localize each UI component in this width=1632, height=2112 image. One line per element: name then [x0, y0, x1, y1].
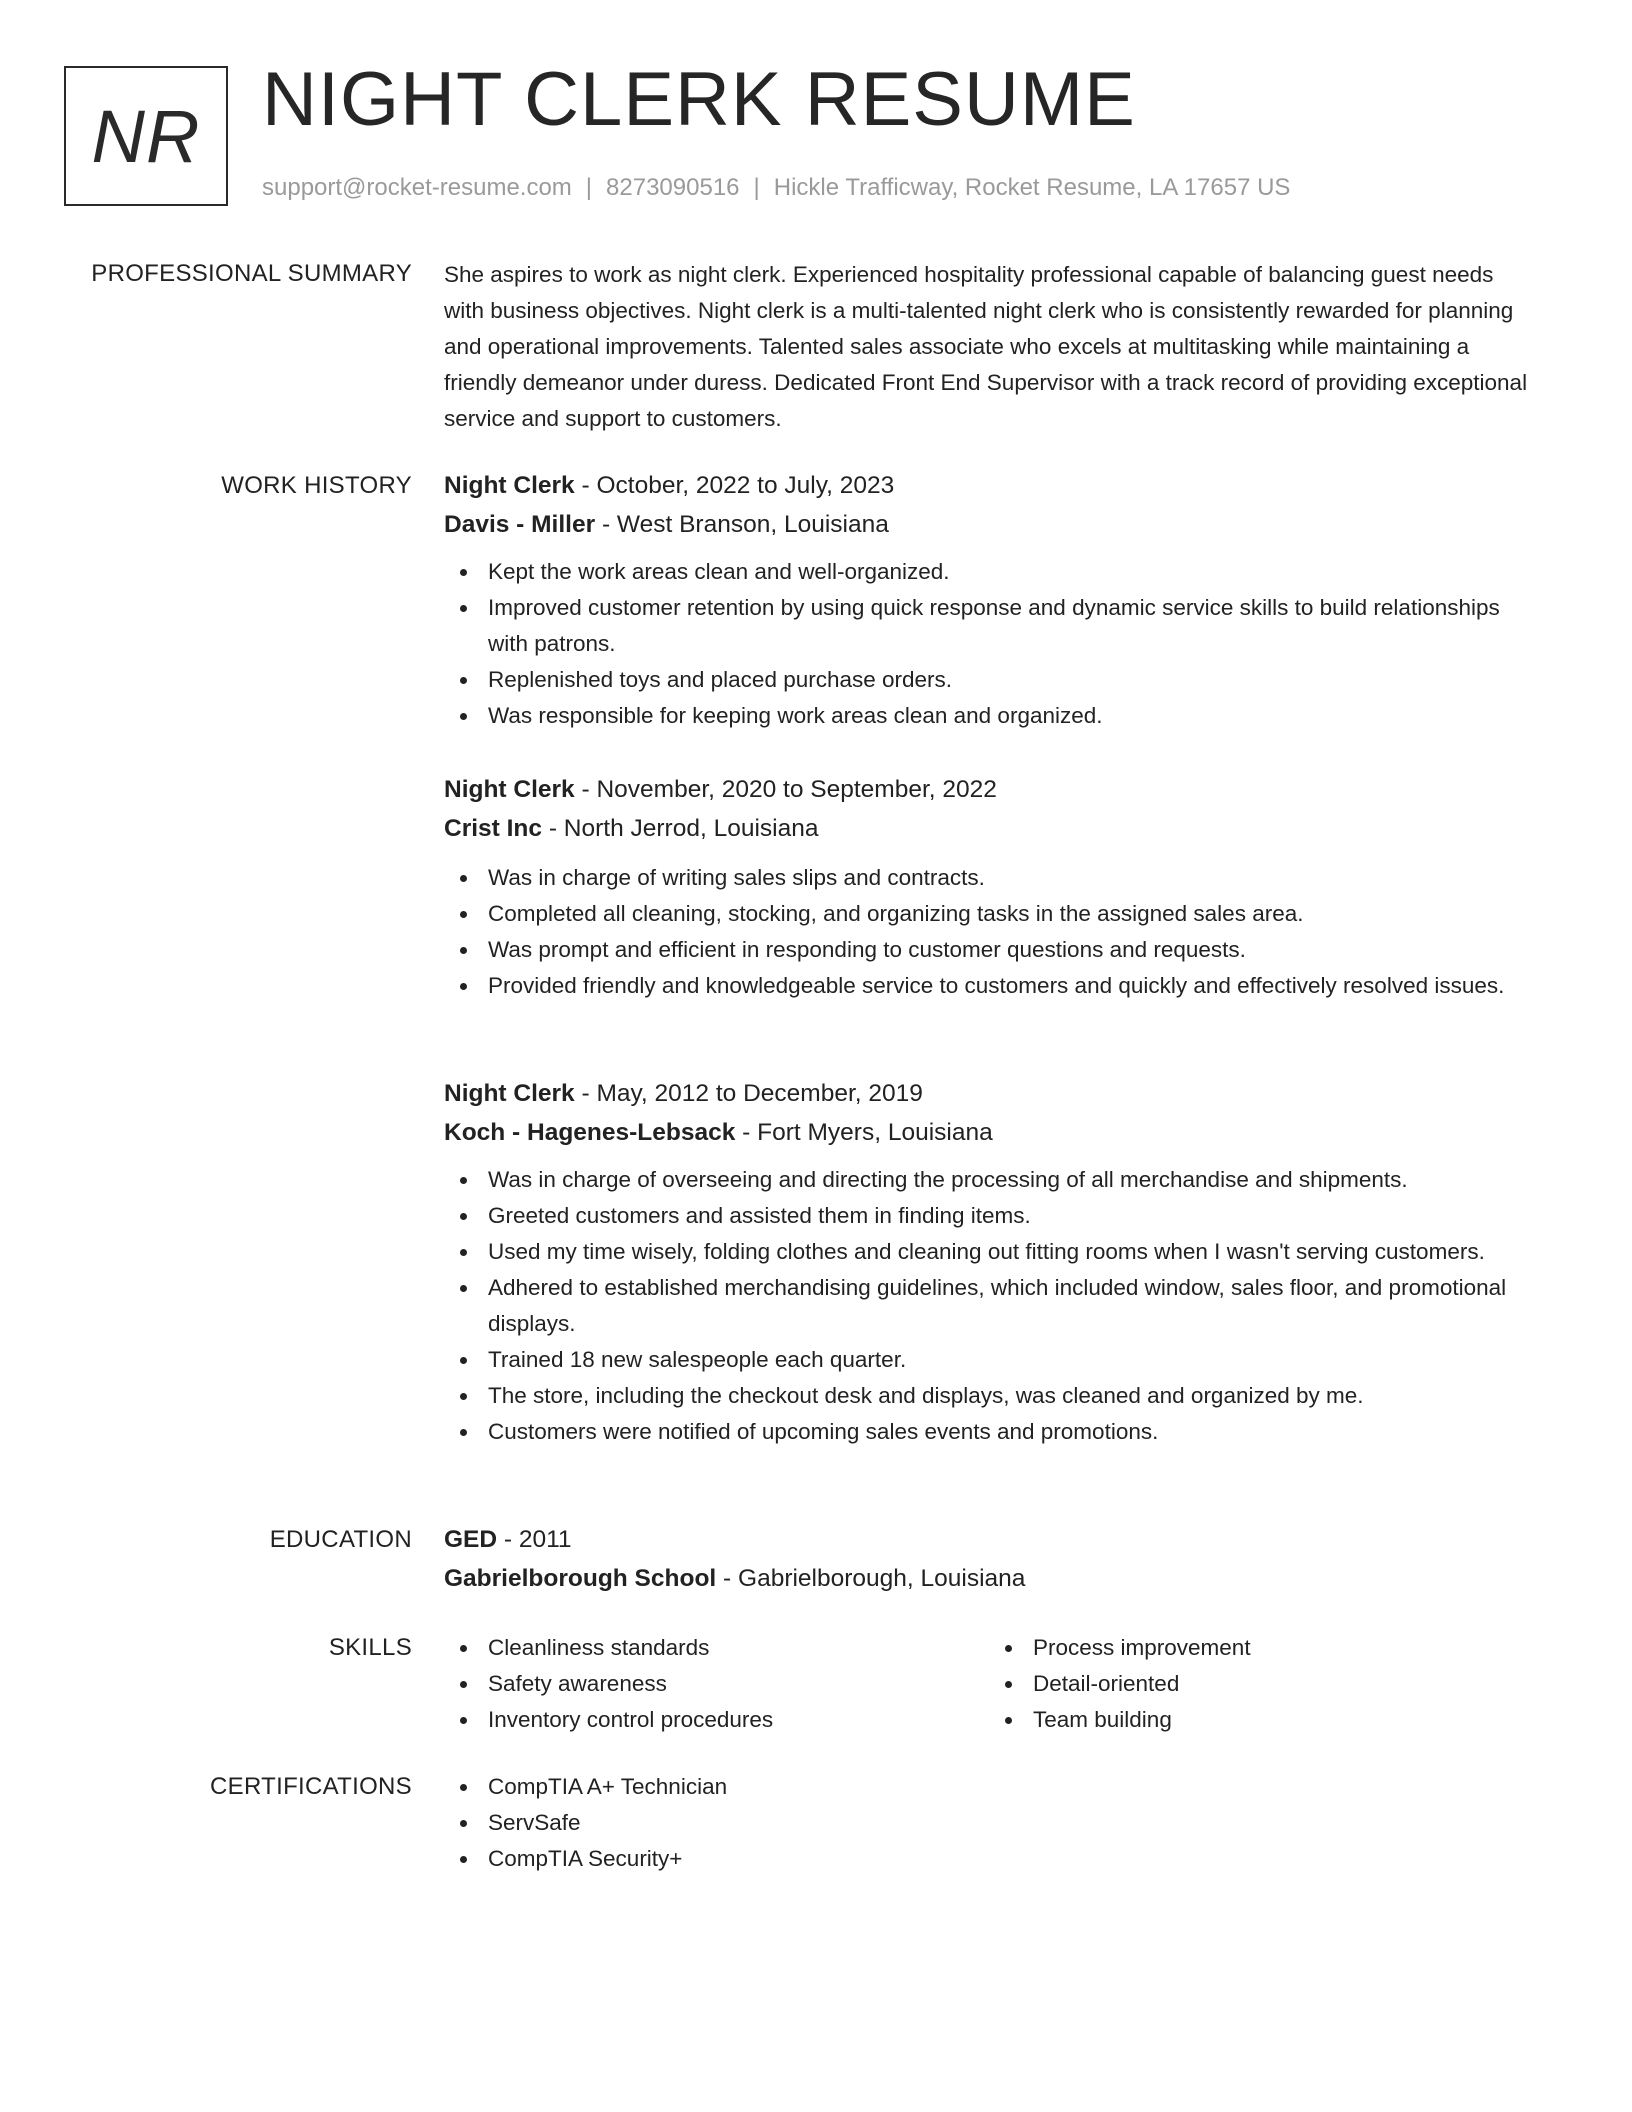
job-dates: - May, 2012 to December, 2019: [574, 1080, 923, 1107]
job-title: Night Clerk: [444, 1080, 575, 1107]
list-item: Was in charge of writing sales slips and contracts.: [444, 860, 1534, 896]
list-item: CompTIA A+ Technician: [444, 1769, 1534, 1805]
job-location: - North Jerrod, Louisiana: [542, 815, 819, 842]
job-company: Koch - Hagenes-Lebsack: [444, 1119, 736, 1146]
education-school-line: [444, 1559, 1534, 1598]
list-item: Kept the work areas clean and well-organized.: [444, 554, 1534, 590]
education-year: - 2011: [497, 1526, 572, 1553]
list-item: Customers were notified of upcoming sales events and promotions.: [444, 1414, 1534, 1450]
job-entry: [444, 466, 1534, 734]
job-entry: [444, 1074, 1534, 1450]
job-title: Night Clerk: [444, 472, 575, 499]
job-title-line: [444, 1074, 1534, 1113]
list-item: Replenished toys and placed purchase orders.: [444, 662, 1534, 698]
job-bullets: [444, 1162, 1534, 1450]
list-item: Was responsible for keeping work areas clean and organized.: [444, 698, 1534, 734]
monogram-initials: NR: [91, 94, 201, 178]
list-item: Inventory control procedures: [444, 1702, 773, 1738]
contact-phone: 8273090516: [606, 174, 740, 201]
section-label-education: EDUCATION: [269, 1526, 412, 1553]
section-label-work-history: WORK HISTORY: [221, 472, 412, 499]
job-dates: - October, 2022 to July, 2023: [574, 472, 895, 499]
job-company: Crist Inc: [444, 815, 543, 842]
education-degree-line: [444, 1520, 1534, 1559]
list-item: Was prompt and efficient in responding to customer questions and requests.: [444, 932, 1534, 968]
contact-address: Hickle Trafficway, Rocket Resume, LA 17657 US: [773, 174, 1291, 201]
list-item: Cleanliness standards: [444, 1630, 773, 1666]
contact-email: support@rocket-resume.com: [262, 174, 572, 201]
education-location: - Gabrielborough, Louisiana: [716, 1565, 1026, 1592]
list-item: Completed all cleaning, stocking, and organizing tasks in the assigned sales area.: [444, 896, 1534, 932]
list-item: Team building: [989, 1702, 1251, 1738]
list-item: Detail-oriented: [989, 1666, 1251, 1702]
job-bullets: [444, 860, 1534, 1004]
education-school: Gabrielborough School: [444, 1565, 717, 1592]
contact-separator: |: [585, 174, 593, 201]
summary-text: She aspires to work as night clerk. Experienced hospitality professional capable of balancing guest needs with business objectives. Night clerk is a multi-talented night clerk who is consistently rewarded for planning and operational improvements. Talented sales associate who excels at multitasking while maintaining a friendly demeanor under duress. Dedicated Front End Supervisor with a track record of providing exceptional service and support to customers.: [444, 262, 1528, 431]
job-entry: [444, 770, 1534, 1004]
job-location: - Fort Myers, Louisiana: [735, 1119, 993, 1146]
page-title: NIGHT CLERK RESUME: [262, 57, 1136, 142]
section-label-certifications: CERTIFICATIONS: [210, 1773, 412, 1800]
job-title: Night Clerk: [444, 776, 575, 803]
list-item: Used my time wisely, folding clothes and cleaning out fitting rooms when I wasn't serving customers.: [444, 1234, 1534, 1270]
list-item: CompTIA Security+: [444, 1841, 1534, 1877]
list-item: Safety awareness: [444, 1666, 773, 1702]
list-item: The store, including the checkout desk and displays, was cleaned and organized by me.: [444, 1378, 1534, 1414]
education-degree: GED: [444, 1526, 498, 1553]
skills-list-left: [444, 1630, 773, 1738]
list-item: Trained 18 new salespeople each quarter.: [444, 1342, 1534, 1378]
job-title-line: [444, 466, 1534, 505]
list-item: Adhered to established merchandising guidelines, which included window, sales floor, and promotional displays.: [444, 1270, 1534, 1342]
job-bullets: [444, 554, 1534, 734]
section-label-skills: SKILLS: [328, 1634, 412, 1661]
certifications-list: [444, 1769, 1534, 1877]
job-location: - West Branson, Louisiana: [595, 511, 889, 538]
monogram-logo: [64, 66, 228, 206]
list-item: Provided friendly and knowledgeable service to customers and quickly and effectively resolved issues.: [444, 968, 1534, 1004]
contact-separator: |: [753, 174, 760, 201]
list-item: Process improvement: [989, 1630, 1251, 1666]
list-item: Greeted customers and assisted them in finding items.: [444, 1198, 1534, 1234]
list-item: Was in charge of overseeing and directing the processing of all merchandise and shipments.: [444, 1162, 1534, 1198]
list-item: Improved customer retention by using quick response and dynamic service skills to build relationships with patrons.: [444, 590, 1534, 662]
job-title-line: [444, 770, 1534, 809]
contact-line: [262, 174, 1290, 202]
job-company-line: [444, 809, 1534, 848]
job-dates: - November, 2020 to September, 2022: [574, 776, 997, 803]
job-company-line: [444, 1113, 1534, 1152]
job-company: Davis - Miller: [444, 511, 596, 538]
list-item: ServSafe: [444, 1805, 1534, 1841]
job-company-line: [444, 505, 1534, 544]
section-label-summary: PROFESSIONAL SUMMARY: [91, 260, 412, 287]
skills-list-right: [989, 1630, 1251, 1738]
